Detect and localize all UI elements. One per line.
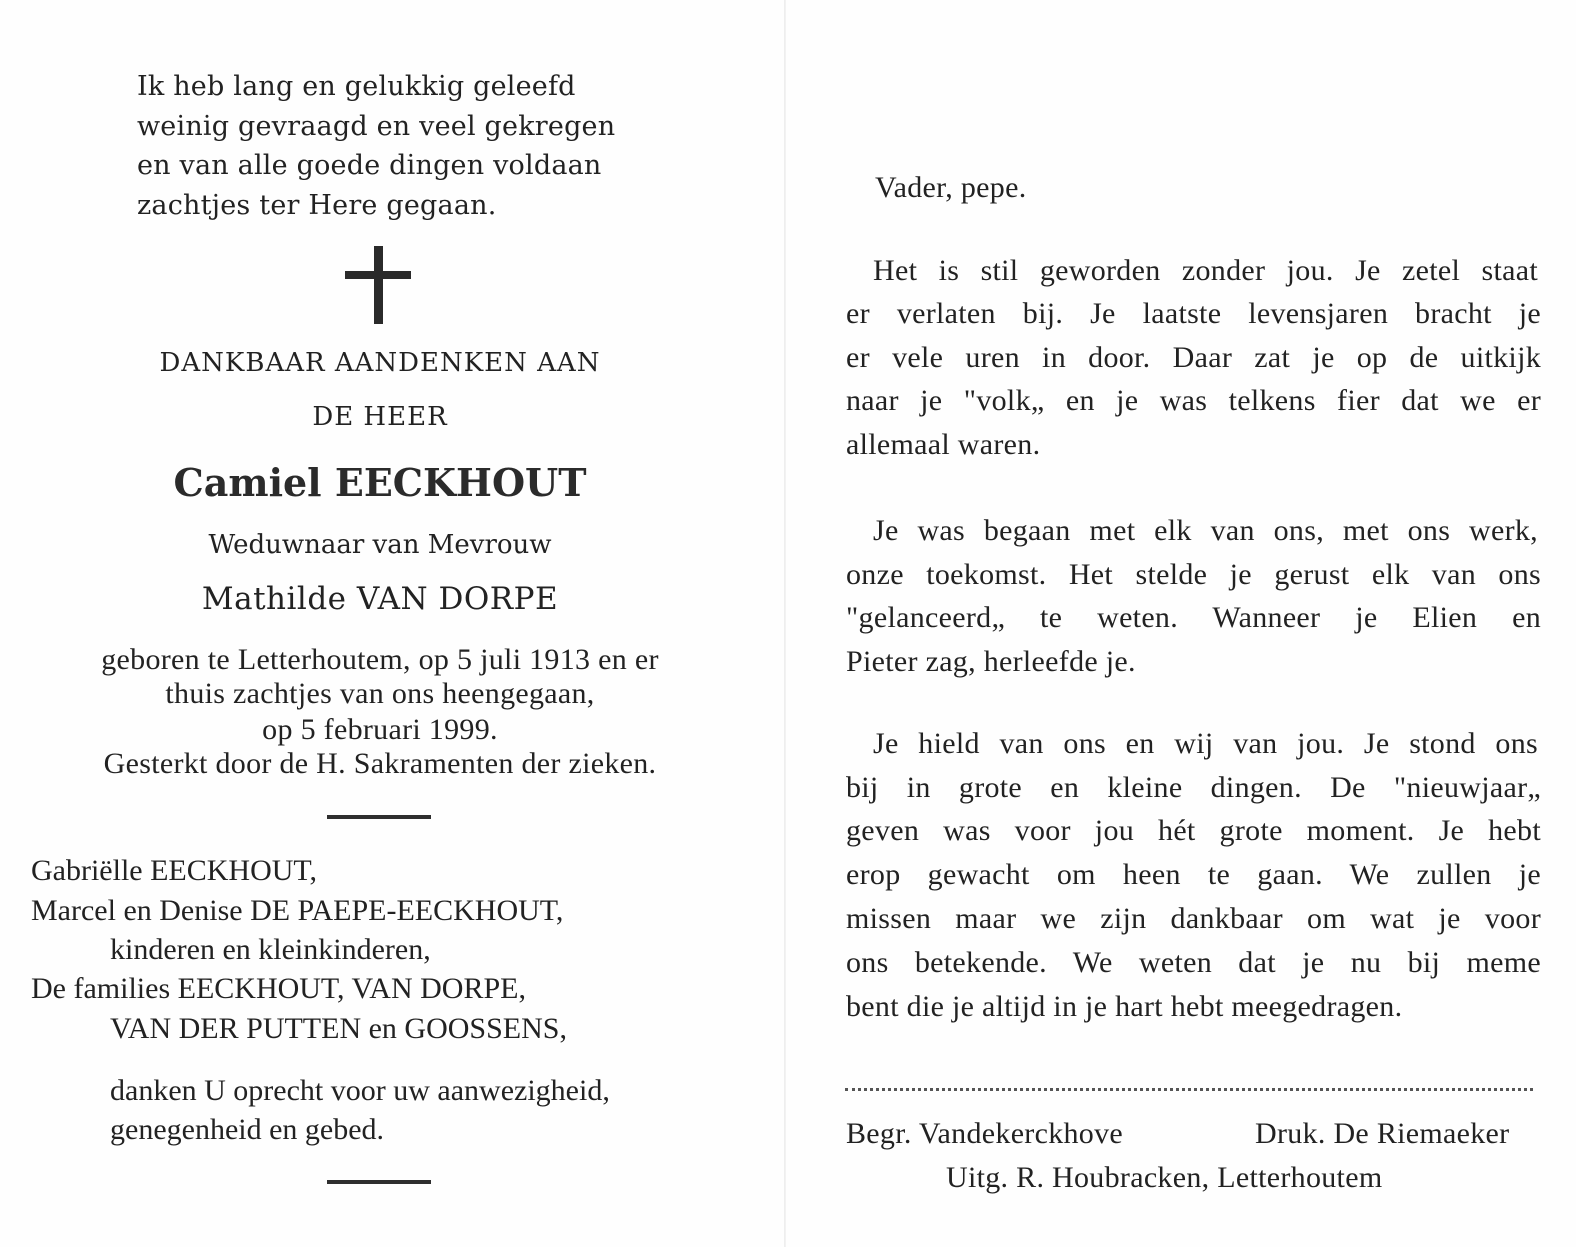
poem-line: en van alle goede dingen voldaan xyxy=(137,150,602,181)
spouse-name: Mathilde VAN DORPE xyxy=(201,581,559,617)
paragraph-line: Het is stil geworden zonder jou. Je zetel staat xyxy=(873,254,1538,287)
detail-line: geboren te Letterhoutem, op 5 juli 1913 en er xyxy=(101,643,659,676)
family-line: Gabriëlle EECKHOUT, xyxy=(31,854,318,887)
paragraph-line: er verlaten bij. Je laatste levensjaren bracht je xyxy=(846,297,1541,330)
thanks-line: danken U oprecht voor uw aanwezigheid, xyxy=(110,1074,610,1107)
heading-line2: DE HEER xyxy=(312,402,448,432)
paragraph-line: missen maar we zijn dankbaar om wat je voor xyxy=(846,902,1541,935)
printer-credit: Druk. De Riemaeker xyxy=(1255,1117,1510,1150)
poem-line: Ik heb lang en gelukkig geleefd xyxy=(137,71,576,102)
paragraph-line: onze toekomst. Het stelde je gerust elk van ons xyxy=(846,558,1541,591)
family-line: VAN DER PUTTEN en GOOSSENS, xyxy=(110,1012,567,1045)
detail-line: Gesterkt door de H. Sakramenten der zieken. xyxy=(103,747,657,780)
divider xyxy=(327,815,431,819)
paragraph-line: bent die je altijd in je hart hebt meegedragen. xyxy=(846,990,1403,1023)
paragraph-line: naar je "volk„ en je was telkens fier dat we er xyxy=(846,384,1541,417)
paragraph-line: Je hield van ons en wij van jou. Je stond ons xyxy=(873,727,1538,760)
divider xyxy=(327,1180,431,1184)
salutation: Vader, pepe. xyxy=(875,171,1027,204)
page-fold xyxy=(784,0,786,1247)
publisher-credit: Uitg. R. Houbracken, Letterhoutem xyxy=(946,1161,1383,1194)
deceased-name: Camiel EECKHOUT xyxy=(173,460,587,505)
thanks-line: genegenheid en gebed. xyxy=(110,1113,385,1146)
detail-line: thuis zachtjes van ons heengegaan, xyxy=(165,677,595,710)
poem-line: zachtjes ter Here gegaan. xyxy=(137,190,497,221)
paragraph-line: geven was voor jou hét grote moment. Je hebt xyxy=(846,814,1541,847)
paragraph-line: allemaal waren. xyxy=(846,428,1041,461)
paragraph-line: er vele uren in door. Daar zat je op de uitkijk xyxy=(846,341,1541,374)
left-panel xyxy=(0,0,784,1247)
family-line: kinderen en kleinkinderen, xyxy=(110,933,431,966)
cross-icon xyxy=(345,246,411,324)
detail-line: op 5 februari 1999. xyxy=(262,713,498,746)
family-line: De families EECKHOUT, VAN DORPE, xyxy=(31,972,526,1005)
dotted-divider xyxy=(845,1088,1533,1091)
undertaker-credit: Begr. Vandekerckhove xyxy=(846,1117,1124,1150)
paragraph-line: Je was begaan met elk van ons, met ons werk, xyxy=(873,514,1538,547)
family-line: Marcel en Denise DE PAEPE-EECKHOUT, xyxy=(31,894,564,927)
heading-line1: DANKBAAR AANDENKEN AAN xyxy=(159,348,601,378)
paragraph-line: "gelanceerd„ te weten. Wanneer je Elien en xyxy=(846,601,1541,634)
paragraph-line: bij in grote en kleine dingen. De "nieuwjaar„ xyxy=(846,771,1541,804)
paragraph-line: ons betekende. We weten dat je nu bij meme xyxy=(846,946,1541,979)
poem-line: weinig gevraagd en veel gekregen xyxy=(137,111,616,142)
paragraph-line: Pieter zag, herleefde je. xyxy=(846,645,1136,678)
relation-text: Weduwnaar van Mevrouw xyxy=(208,530,552,560)
paragraph-line: erop gewacht om heen te gaan. We zullen je xyxy=(846,858,1541,891)
